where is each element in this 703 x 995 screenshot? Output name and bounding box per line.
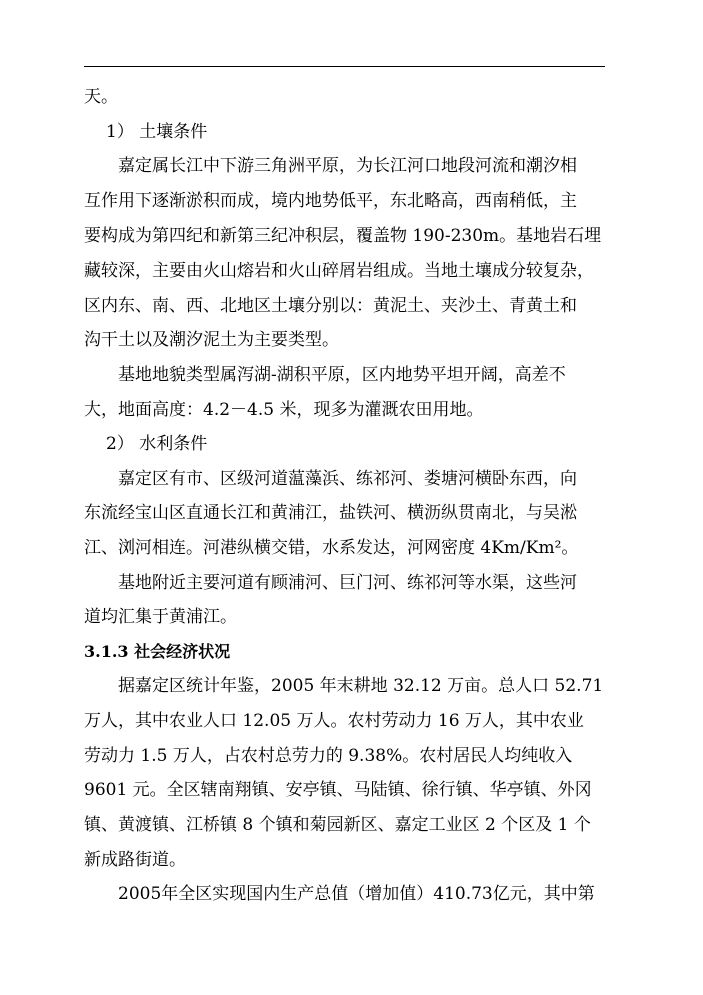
text-line: 沟干土以及潮汐泥土为主要类型。 bbox=[84, 330, 339, 350]
text-line: 劳动力 1.5 万人，占农村总劳力的 9.38%。农村居民人均纯收入 bbox=[84, 746, 573, 766]
section-heading-economy: 3.1.3 社会经济状况 bbox=[84, 642, 231, 661]
text-line: 大，地面高度：4.2－4.5 米，现多为灌溉农田用地。 bbox=[84, 400, 484, 420]
header-rule bbox=[84, 66, 605, 67]
text-line: 东流经宝山区直通长江和黄浦江，盐铁河、横沥纵贯南北，与吴淞 bbox=[84, 503, 577, 523]
text-line: 道均汇集于黄浦江。 bbox=[84, 607, 237, 627]
text-line: 基地附近主要河道有顾浦河、巨门河、练祁河等水渠，这些河 bbox=[118, 573, 577, 593]
text-line: 互作用下逐渐淤积而成，境内地势低平，东北略高，西南稍低，主 bbox=[84, 191, 577, 211]
text-line: 区内东、南、西、北地区土壤分别以：黄泥土、夹沙土、青黄土和 bbox=[84, 296, 577, 316]
section-heading-soil: 1） 土壤条件 bbox=[106, 122, 208, 142]
text-line: 2005年全区实现国内生产总值（增加值）410.73亿元，其中第 bbox=[118, 884, 595, 904]
text-line: 据嘉定区统计年鉴，2005 年末耕地 32.12 万亩。总人口 52.71 bbox=[118, 676, 604, 696]
text-line: 嘉定属长江中下游三角洲平原，为长江河口地段河流和潮汐相 bbox=[118, 156, 577, 176]
text-line: 藏较深，主要由火山熔岩和火山碎屑岩组成。当地土壤成分较复杂， bbox=[84, 261, 594, 281]
text-line: 嘉定区有市、区级河道蕰藻浜、练祁河、娄塘河横卧东西，向 bbox=[118, 469, 577, 489]
text-line: 万人，其中农业人口 12.05 万人。农村劳动力 16 万人，其中农业 bbox=[84, 711, 584, 731]
text-line: 江、浏河相连。河港纵横交错，水系发达，河网密度 4Km/Km²。 bbox=[84, 538, 579, 558]
text-line: 要构成为第四纪和新第三纪冲积层，覆盖物 190-230m。基地岩石埋 bbox=[84, 226, 602, 246]
text-line: 9601 元。全区辖南翔镇、安亭镇、马陆镇、徐行镇、华亭镇、外冈 bbox=[84, 780, 592, 800]
text-line: 镇、黄渡镇、江桥镇 8 个镇和菊园新区、嘉定工业区 2 个区及 1 个 bbox=[84, 815, 591, 835]
text-line: 基地地貌类型属泻湖-湖积平原，区内地势平坦开阔，高差不 bbox=[118, 365, 566, 385]
section-heading-water: 2） 水利条件 bbox=[106, 434, 208, 454]
text-line: 天。 bbox=[84, 87, 118, 107]
text-line: 新成路街道。 bbox=[84, 850, 186, 870]
